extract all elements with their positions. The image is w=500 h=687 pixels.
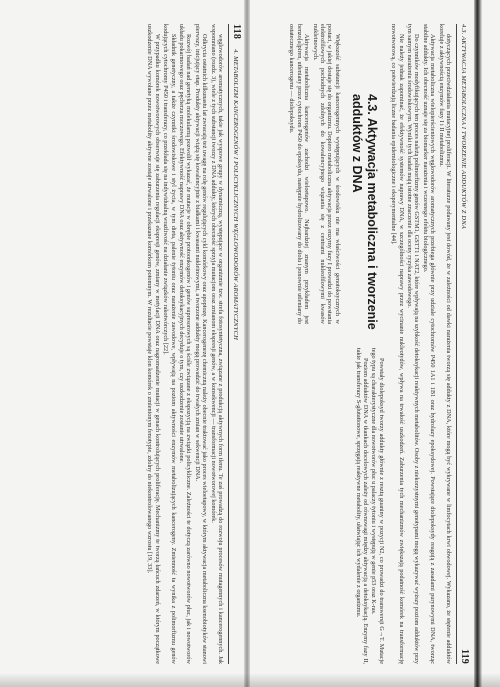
running-head-119 [456, 24, 470, 664]
paragraph: W przypadku komórek nowotworowych obserwuje się zaburzenia regulacji ekspresji genów, zmiany w metylacji DNA oraz nagromadzenie mutacji w genach kontrolujących proliferację. Mechanizmy te tworzą łańcuch zdarzeń, w którym początkowe uszkodzenie DNA wywołane przez metabolity aktywne zostaje utrwalone i przekazane komórkom potomnym. W rezultacie powstaje klon komórek o zmienionym fenotypie, zdolny do niekontrolowanego wzrostu [19, 33]. [146, 24, 161, 664]
page-119-lower [287, 24, 389, 664]
section-heading: 4.3. Aktywacja metaboliczna i tworzenie adduktów z DNA [349, 94, 379, 330]
scan-edge-shadow [0, 673, 500, 687]
page-number: 119 [459, 648, 470, 664]
right-column [287, 324, 385, 664]
running-head-title: 4.3. AKTYWACJA METABOLICZNA I TWORZENIE ADDUKTÓW Z DNA [460, 24, 467, 229]
page-119 [252, 24, 470, 664]
page-fold [244, 0, 250, 687]
paragraph: Do czynników modyfikujących ten proces należą polimorfizmy genów GSTM1, GSTT1 i NAT2, które wpływają na szybkość detoksykacji reaktywnych metabolitów. Osoby z niekorzystnymi genotypami mogą wykazywać wyższy poziom adduktów przy tym samym narażeniu środowiskowym. Wyniki tych badań mają istotne znaczenie dla oceny ryzyka zawodowego. [405, 24, 421, 664]
page-118 [10, 24, 242, 664]
paragraph: węglowodorów aromatycznych, takie jak wyspowe grupy w dynamiczną, występujące w organizmie tzw. strefa fotosyntetyczna, związane z produkcją aktywnych form tlenu. Te zaś prowadzą do rozwoju procesów mutagennych i kancerogennych. Jak wspomniano (rozdz. 3), wiele z tych substancji tworzy z DNA addukty, których obecność sprzyja mutacjom oraz zmianom ekspresji genów, a w konsekwencji — transformacji nowotworowej komórek. [209, 24, 224, 664]
paragraph: Powstały diolepoksyd tworzy addukty głównie z resztą guaniny w pozycji N2, co prowadzi do transwersji G→T. Mutacje tego typu są charakterystyczne dla nowotworów płuc u palaczy tytoniu i występują w genie p53 oraz K-ras. [370, 348, 385, 664]
left-column-body [288, 24, 341, 324]
paragraph: Odkrycia ostatnich kilkunastu lat zwracają też uwagę na rolę genów regulujących cykl komórkowy oraz apoptozę. Kancerogenezę chemiczną należy obecnie traktować jako proces wieloetapowy, w którym aktywacja metaboliczna ksenobiotyków stanowi pierwszy, inicjujący etap. Produkty aktywacji wiążą się kowalencyjnie z białkami i kwasami nukleinowymi, a tworzone addukty mogą prowadzić do trwałych zmian w sekwencji DNA. [193, 24, 209, 664]
paragraph: Aktywacja metaboliczna kancerogenów zachodzi wieloetapowo. Najbardziej znanym przykładem jest benzo[a]piren, utleniany przez cytochrom P450 do epoksydu, następnie hydrolizowany do diolu i ponownie utleniany do ostatecznego kancerogenu — diolepoksydu. [288, 24, 311, 324]
left-column [287, 24, 389, 330]
paragraph: Nie należy jednak zapominać, że efektywność systemów naprawy DNA, w szczególności naprawy przez wycinanie nukleotydów, wpływa na trwałość uszkodzeń. Zaburzenia tych mechanizmów zwiększają podatność komórek na transformację nowotworową, co potwierdzają liczne badania epidemiologiczne i eksperymentalne [44]. [390, 24, 405, 664]
paragraph: Poziom adduktów DNA w tkankach docelowych zależy od równowagi między aktywacją a detoksykacją. Enzymy fazy II, takie jak transferazy S-glutationowe, sprzęgają reaktywne metabolity, ułatwiając ich wydalenie z organizmu. [354, 348, 369, 664]
paragraph: dotyczących przeciwdziałania mutacyjnej proliferacji. W literaturze podawany jest dowód, że w zależności od dawki narażenia tworzą się addukty z DNA, które mogą być wykrywane w limfocytach krwi obwodowej. Wykazano, że stężenie adduktów koreluje z aktywnością enzymów fazy I i II metabolizmu. [437, 24, 452, 664]
running-head-title: 4. METABOLIZM KANCEROGENÓW I POLICYKLICZNYCH WĘGLOWODORÓW AROMATYCZNYCH [232, 49, 239, 340]
paragraph: Większość substancji kancerogennych występujących w środowisku nie ma właściwości genotoksycznych w postaci, w jakiej dostaje się do organizmu. Dopiero metaboliczna aktywacja przez enzymy fazy I prowadzi do powstania elektrofilowych pochodnych zdolnych do kowalencyjnego wiązania się z centrami nukleofilowymi kwasów nukleinowych. [311, 24, 341, 324]
book-gutter-shadow [474, 0, 482, 687]
paragraph: Składnik genetyczny, a także czynniki środowiskowe i styl życia, w tym dieta, palenie tytoniu oraz narażenie zawodowe, wpływają na poziom aktywności enzymów metabolizujących kancerogeny. Zmienność ta wynika z polimorfizmu genów kodujących cytochromy P450 i transferazy, co przekłada się na indywidualną wrażliwość na działanie związków rakotwórczych [22]. [162, 24, 177, 664]
page-number: 118 [231, 24, 242, 40]
page-119-body [390, 24, 452, 664]
running-head-118 [228, 24, 242, 664]
page-118-body [146, 24, 224, 664]
paragraph: Rozwój badań nad genetyką molekularną pozwolił wykazać, że mutacje w obrębie protoonkogenów i genów supresorowych są ściśle związane z ekspozycją na związki policykliczne. Zależności te dotyczą zarówno nowotworów płuc, jak i nowotworów układu pokarmowego oraz pęcherza moczowego. Efektywność naprawy DNA oraz aktywność enzymów detoksykacyjnych decyduje o tym, czy uszkodzenie zostanie utrwalone. [177, 24, 193, 664]
paragraph: Aktywacja metaboliczna wielopierścieniowych węglowodorów aromatycznych przebiega głównie przy udziale cytochromów P450 1A1 i 1B1 oraz hydrolazy epoksydowej. Powstające diolepoksydy reagują z zasadami purynowymi DNA, tworząc stabilne addukty. Ich obecność uznaje się za biomarker narażenia i wczesnego efektu biologicznego. [421, 24, 437, 664]
